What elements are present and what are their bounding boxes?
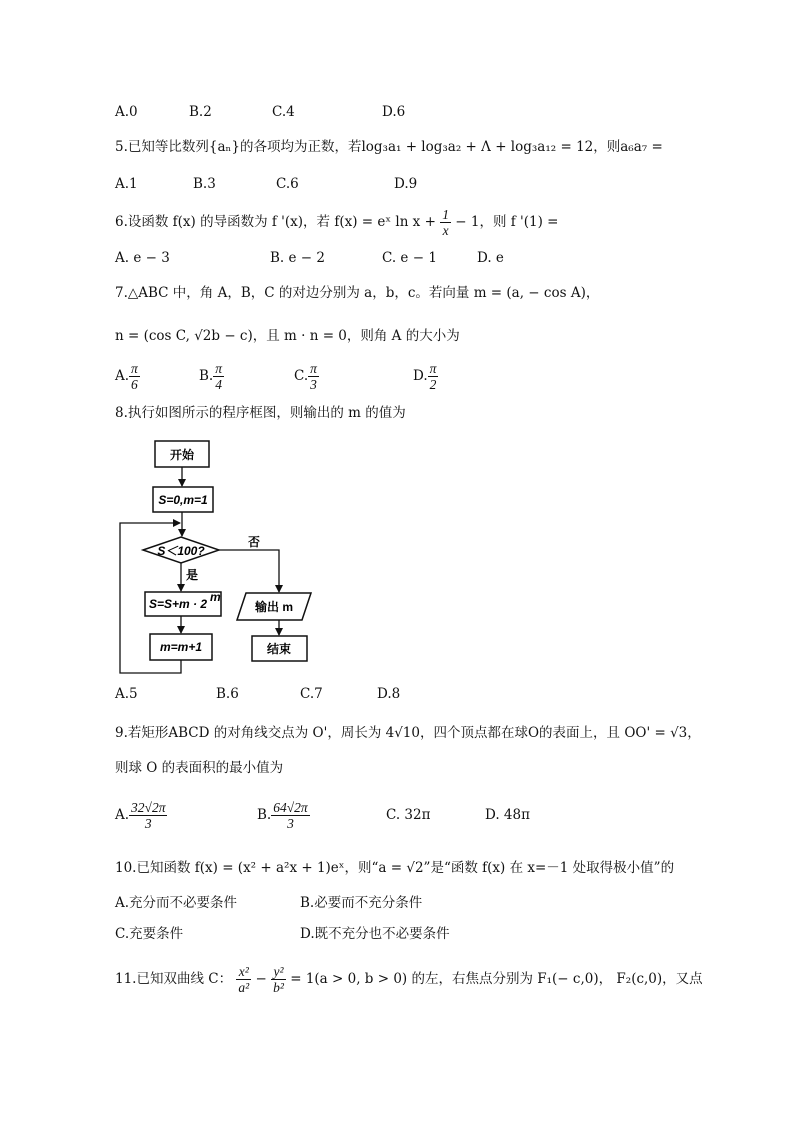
flow-start-label: 开始: [169, 448, 195, 462]
q7-option-a-den: 6: [131, 377, 138, 392]
q4-option-a: A.0: [115, 104, 138, 120]
q11-frac-1: [236, 964, 251, 995]
q7-option-b-den: 4: [215, 377, 222, 392]
q9-option-b-prefix: B.: [257, 807, 272, 823]
q6-option-b: B. e − 2: [270, 250, 325, 266]
q8-stem: 8.执行如图所示的程序框图，则输出的 m 的值为: [115, 405, 406, 421]
q6-option-a: A. e − 3: [115, 250, 170, 266]
flow-update-s-sup: m: [210, 590, 221, 604]
q6-stem-after: − 1，则 f '(1) =: [455, 214, 559, 230]
flow-arrow-no: [219, 550, 279, 592]
q10-option-d: D.既不充分也不必要条件: [300, 926, 450, 942]
q9-option-a-frac: [129, 800, 167, 831]
q7-option-c-prefix: C.: [294, 368, 309, 384]
q11-frac-1-den: a²: [238, 980, 250, 995]
q9-option-b: [257, 796, 310, 834]
q7-option-d-prefix: D.: [413, 368, 428, 384]
flow-init-label: S=0,m=1: [158, 493, 208, 507]
q11-frac-2-num: y²: [271, 964, 286, 980]
q11-frac-2-den: b²: [273, 980, 284, 995]
q11-stem: [115, 961, 703, 997]
q8-option-d: D.8: [377, 686, 401, 702]
q7-option-b-num: π: [215, 361, 222, 376]
flow-output-label: 输出 m: [254, 600, 294, 614]
q6-frac-num: 1: [442, 207, 449, 222]
q4-option-c: C.4: [272, 104, 295, 120]
flow-end-label: 结束: [266, 642, 292, 656]
q6-option-c: C. e − 1: [382, 250, 437, 266]
flow-update-m-label: m=m+1: [159, 640, 203, 654]
flow-decision-label: S＜100?: [157, 544, 205, 558]
flow-yes-label: 是: [186, 568, 199, 582]
q9-option-a-num: 32√2π: [131, 800, 166, 815]
q5-stem: 5.已知等比数列{aₙ}的各项均为正数，若log₃a₁ + log₃a₂ + Λ + log₃a₁₂ = 12，则a₆a₇ =: [115, 139, 663, 155]
q5-option-c: C.6: [276, 176, 299, 192]
q7-option-b-prefix: B.: [199, 368, 214, 384]
q6-stem-before: 6.设函数 f(x) 的导函数为 f '(x)，若 f(x) = eˣ ln x +: [115, 214, 436, 230]
q9-option-c: C. 32π: [386, 807, 431, 823]
q5-option-a: A.1: [115, 176, 138, 192]
q9-option-a: [115, 796, 167, 834]
q11-frac-1-num: x²: [236, 964, 251, 980]
q8-option-a: A.5: [115, 686, 138, 702]
q9-option-b-num: 64√2π: [273, 800, 308, 815]
q5-option-d: D.9: [394, 176, 418, 192]
flow-no-label: 否: [248, 535, 261, 549]
q10-option-b: B.必要而不充分条件: [300, 895, 423, 911]
q10-option-c: C.充要条件: [115, 926, 184, 942]
q7-option-c-num: π: [310, 361, 317, 376]
q7-stem-line2: n = (cos C, √2b − c)，且 m · n = 0，则角 A 的大小为: [115, 328, 460, 344]
q7-option-d-num: π: [429, 361, 437, 376]
q8-option-b: B.6: [216, 686, 239, 702]
q7-stem-line1: 7.△ABC 中，角 A，B，C 的对边分别为 a，b，c。若向量 m = (a, − cos A)，: [115, 285, 600, 301]
q6-frac-den: x: [442, 223, 449, 238]
q10-option-a: A.充分而不必要条件: [115, 895, 238, 911]
q11-frac-2: [271, 964, 286, 995]
q11-text-after: = 1(a > 0, b > 0) 的左，右焦点分别为 F₁(− c,0)， F₂(c,0)，又点: [290, 971, 703, 987]
q9-option-d: D. 48π: [485, 807, 530, 823]
q7-option-a-num: π: [131, 361, 138, 376]
q4-option-d: D.6: [382, 104, 406, 120]
q9-stem-line2: 则球 O 的表面积的最小值为: [115, 760, 284, 776]
q6-option-d: D. e: [477, 250, 504, 266]
q7-option-d-den: 2: [429, 377, 437, 392]
q7-option-a-prefix: A.: [115, 368, 130, 384]
q9-option-b-frac: [271, 800, 309, 831]
q11-minus: −: [255, 971, 267, 987]
q9-option-a-prefix: A.: [115, 807, 130, 823]
q9-stem-line1: 9.若矩形ABCD 的对角线交点为 O'，周长为 4√10，四个顶点都在球O的表面上，且 OO' = √3，: [115, 725, 701, 741]
q9-option-a-den: 3: [144, 816, 152, 831]
q4-option-b: B.2: [189, 104, 212, 120]
q9-option-b-den: 3: [287, 816, 294, 831]
flow-update-s-label: S=S+m · 2: [148, 597, 208, 611]
q8-option-c: C.7: [300, 686, 323, 702]
q7-option-c-den: 3: [310, 377, 317, 392]
q11-prefix: 11.已知双曲线 C：: [115, 971, 233, 987]
q10-stem: 10.已知函数 f(x) = (x² + a²x + 1)eˣ，则“a = √2”是“函数 f(x) 在 x=－1 处取得极小值”的: [115, 860, 675, 876]
q5-option-b: B.3: [193, 176, 216, 192]
